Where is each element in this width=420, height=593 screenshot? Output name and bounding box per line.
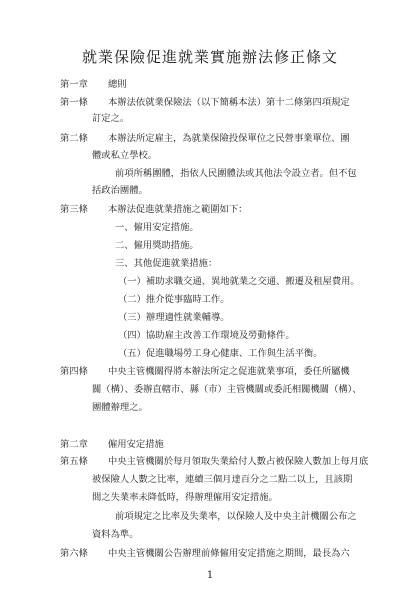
- article-3-sub-5: （五）促進職場勞工身心健康、工作與生活平衡。: [118, 348, 323, 359]
- article-3-sub-3: （三）辦理適性就業輔導。: [118, 312, 230, 323]
- article-3-item-2: 二、僱用獎助措施。: [115, 240, 199, 251]
- article-3-sub-4: （四）協助雇主改善工作環境及勞動條件。: [118, 330, 295, 341]
- article-5-para-2-line-2: 資料為準。: [92, 529, 139, 540]
- article-3-sub-2: （二）推介從事臨時工作。: [118, 294, 230, 305]
- article-4-line-1: 中央主管機關得將本辦法所定之促進就業事項，委任所屬機: [108, 366, 350, 377]
- article-3-label: 第三條: [60, 204, 88, 215]
- document-title: 就業保險促進就業實施辦法修正條文: [81, 48, 338, 66]
- chapter-1-name: 總則: [108, 79, 127, 90]
- chapter-2-name: 僱用安定措施: [108, 439, 164, 450]
- article-5-line-2: 被保險人人數之比率，連續三個月達百分之二點二以上，且該期: [92, 474, 353, 485]
- article-1-line-2: 訂定之。: [92, 113, 130, 124]
- article-5-label: 第五條: [60, 456, 88, 467]
- article-4-label: 第四條: [60, 366, 88, 377]
- chapter-2-label: 第二章: [60, 439, 88, 450]
- article-2-line-1: 本辦法所定雇主，為就業保險投保單位之民營事業單位、團: [108, 133, 350, 144]
- article-3-intro: 本辦法促進就業措施之範圍如下：: [108, 204, 248, 215]
- article-3-item-1: 一、僱用安定措施。: [115, 222, 199, 233]
- article-2-line-2: 體或私立學校。: [92, 150, 158, 161]
- article-6-label: 第六條: [60, 548, 88, 559]
- chapter-1-label: 第一章: [60, 79, 88, 90]
- article-5-line-1: 中央主管機關於每月領取失業給付人數占被保險人數加上每月底: [108, 456, 369, 467]
- article-6-line-1: 中央主管機關公告辦理前條僱用安定措施之期間，最長為六: [108, 548, 350, 559]
- article-5-para-2-line-1: 前項規定之比率及失業率，以保險人及中央主計機關公布之: [115, 511, 357, 522]
- article-5-line-3: 間之失業率未降低時，得辦理僱用安定措施。: [92, 492, 278, 503]
- article-4-line-3: 團體辦理之。: [92, 402, 148, 413]
- article-2-para-2-line-2: 括政治團體。: [92, 185, 148, 196]
- article-2-para-2-line-1: 前項所稱團體，指依人民團體法或其他法令設立者。但不包: [115, 168, 357, 179]
- article-3-sub-1: （一）補助求職交通、異地就業之交通、搬遷及租屋費用。: [118, 276, 360, 287]
- article-3-item-3: 三、其他促進就業措施：: [115, 258, 218, 269]
- article-4-line-2: 關（構）、委辦直轄市、縣（市）主管機關或委託相關機關（構）、: [92, 384, 362, 395]
- page-number: 1: [206, 570, 214, 581]
- article-1-label: 第一條: [60, 97, 88, 108]
- article-2-label: 第二條: [60, 133, 88, 144]
- article-1-line-1: 本辦法依就業保險法（以下簡稱本法）第十二條第四項規定: [108, 97, 350, 108]
